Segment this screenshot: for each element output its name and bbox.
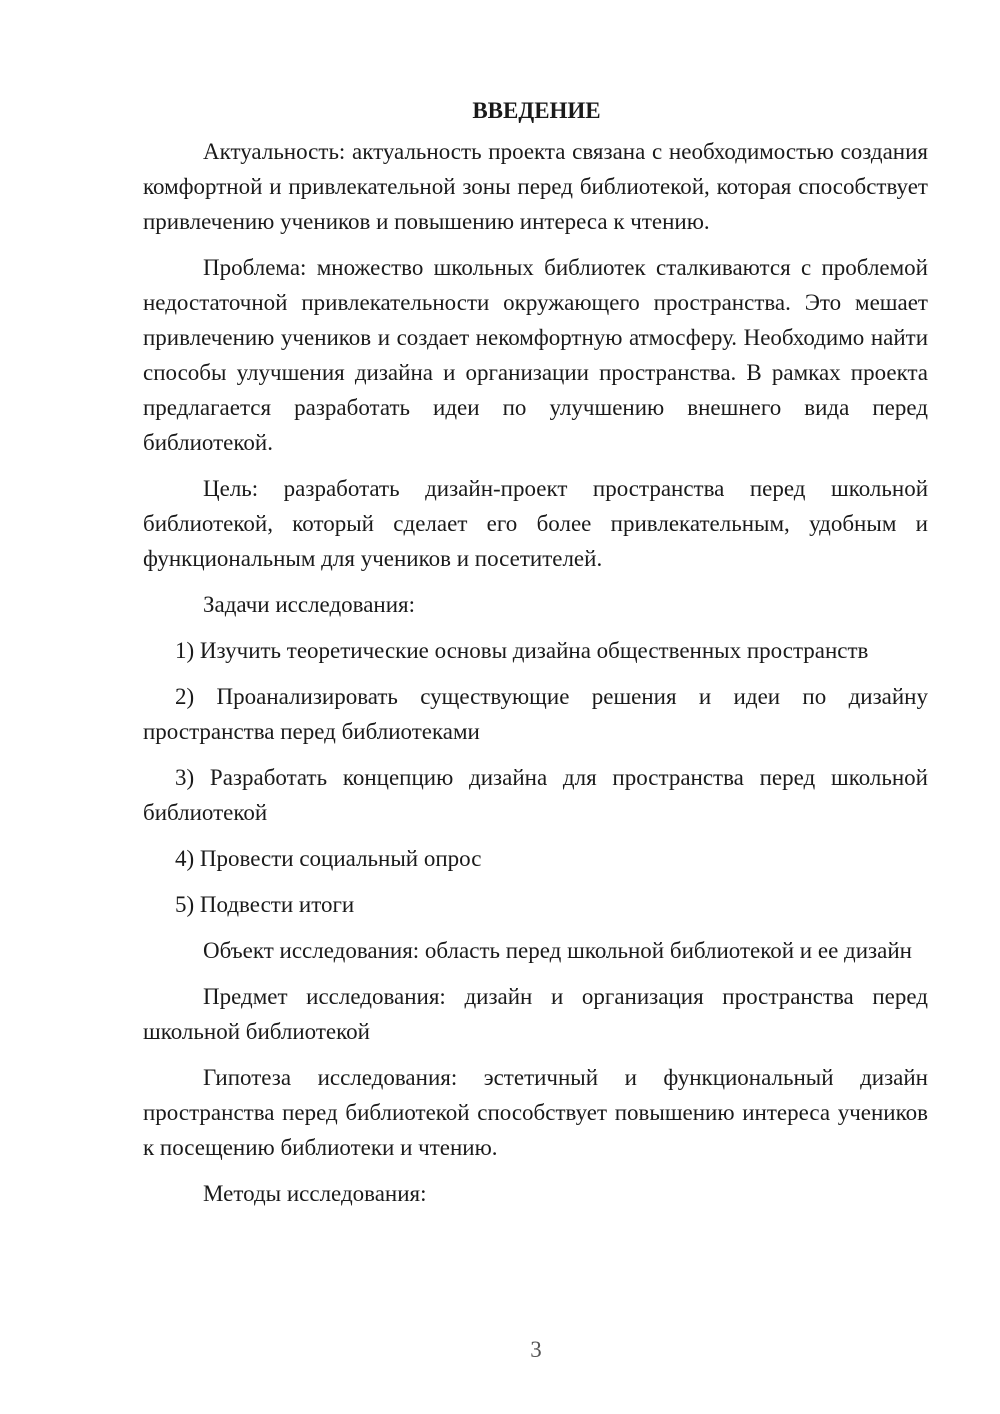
paragraph-goal: Цель: разработать дизайн-проект пространства перед школьной библиотекой, который сделает его более привлекательным, удобным и функциональным для учеников и посетителей. — [143, 476, 928, 571]
paragraph-problem: Проблема: множество школьных библиотек сталкиваются с проблемой недостаточной привлекательности окружающего пространства. Это мешает привлечению учеников и создает некомфортную атмосферу. Необходимо найти способы улучшения дизайна и организации пространства. В рамках проекта предлагается разработать идеи по улучшению внешнего вида перед библиотекой. — [143, 255, 928, 455]
page-number: 3 — [530, 1337, 542, 1362]
task-item-3: 3) Разработать концепцию дизайна для пространства перед школьной библиотекой — [143, 765, 928, 825]
task-item-2: 2) Проанализировать существующие решения и идеи по дизайну пространства перед библиотеками — [143, 684, 928, 744]
paragraph-relevance: Актуальность: актуальность проекта связана с необходимостью создания комфортной и привлекательной зоны перед библиотекой, которая способствует привлечению учеников и повышению интереса к чтению. — [143, 139, 928, 234]
paragraph-object: Объект исследования: область перед школьной библиотекой и ее дизайн — [203, 938, 912, 963]
task-item-5: 5) Подвести итоги — [175, 892, 355, 917]
page-title: ВВЕДЕНИЕ — [472, 98, 601, 123]
paragraph-hypothesis: Гипотеза исследования: эстетичный и функциональный дизайн пространства перед библиотекой способствует повышению интереса учеников к посещению библиотеки и чтению. — [143, 1065, 928, 1160]
paragraph-tasks-heading: Задачи исследования: — [203, 592, 416, 617]
task-item-4: 4) Провести социальный опрос — [175, 846, 482, 871]
paragraph-methods-heading: Методы исследования: — [203, 1181, 427, 1206]
paragraph-subject: Предмет исследования: дизайн и организация пространства перед школьной библиотекой — [143, 984, 928, 1044]
task-item-1: 1) Изучить теоретические основы дизайна общественных пространств — [175, 638, 869, 663]
document-page — [143, 95, 928, 1211]
